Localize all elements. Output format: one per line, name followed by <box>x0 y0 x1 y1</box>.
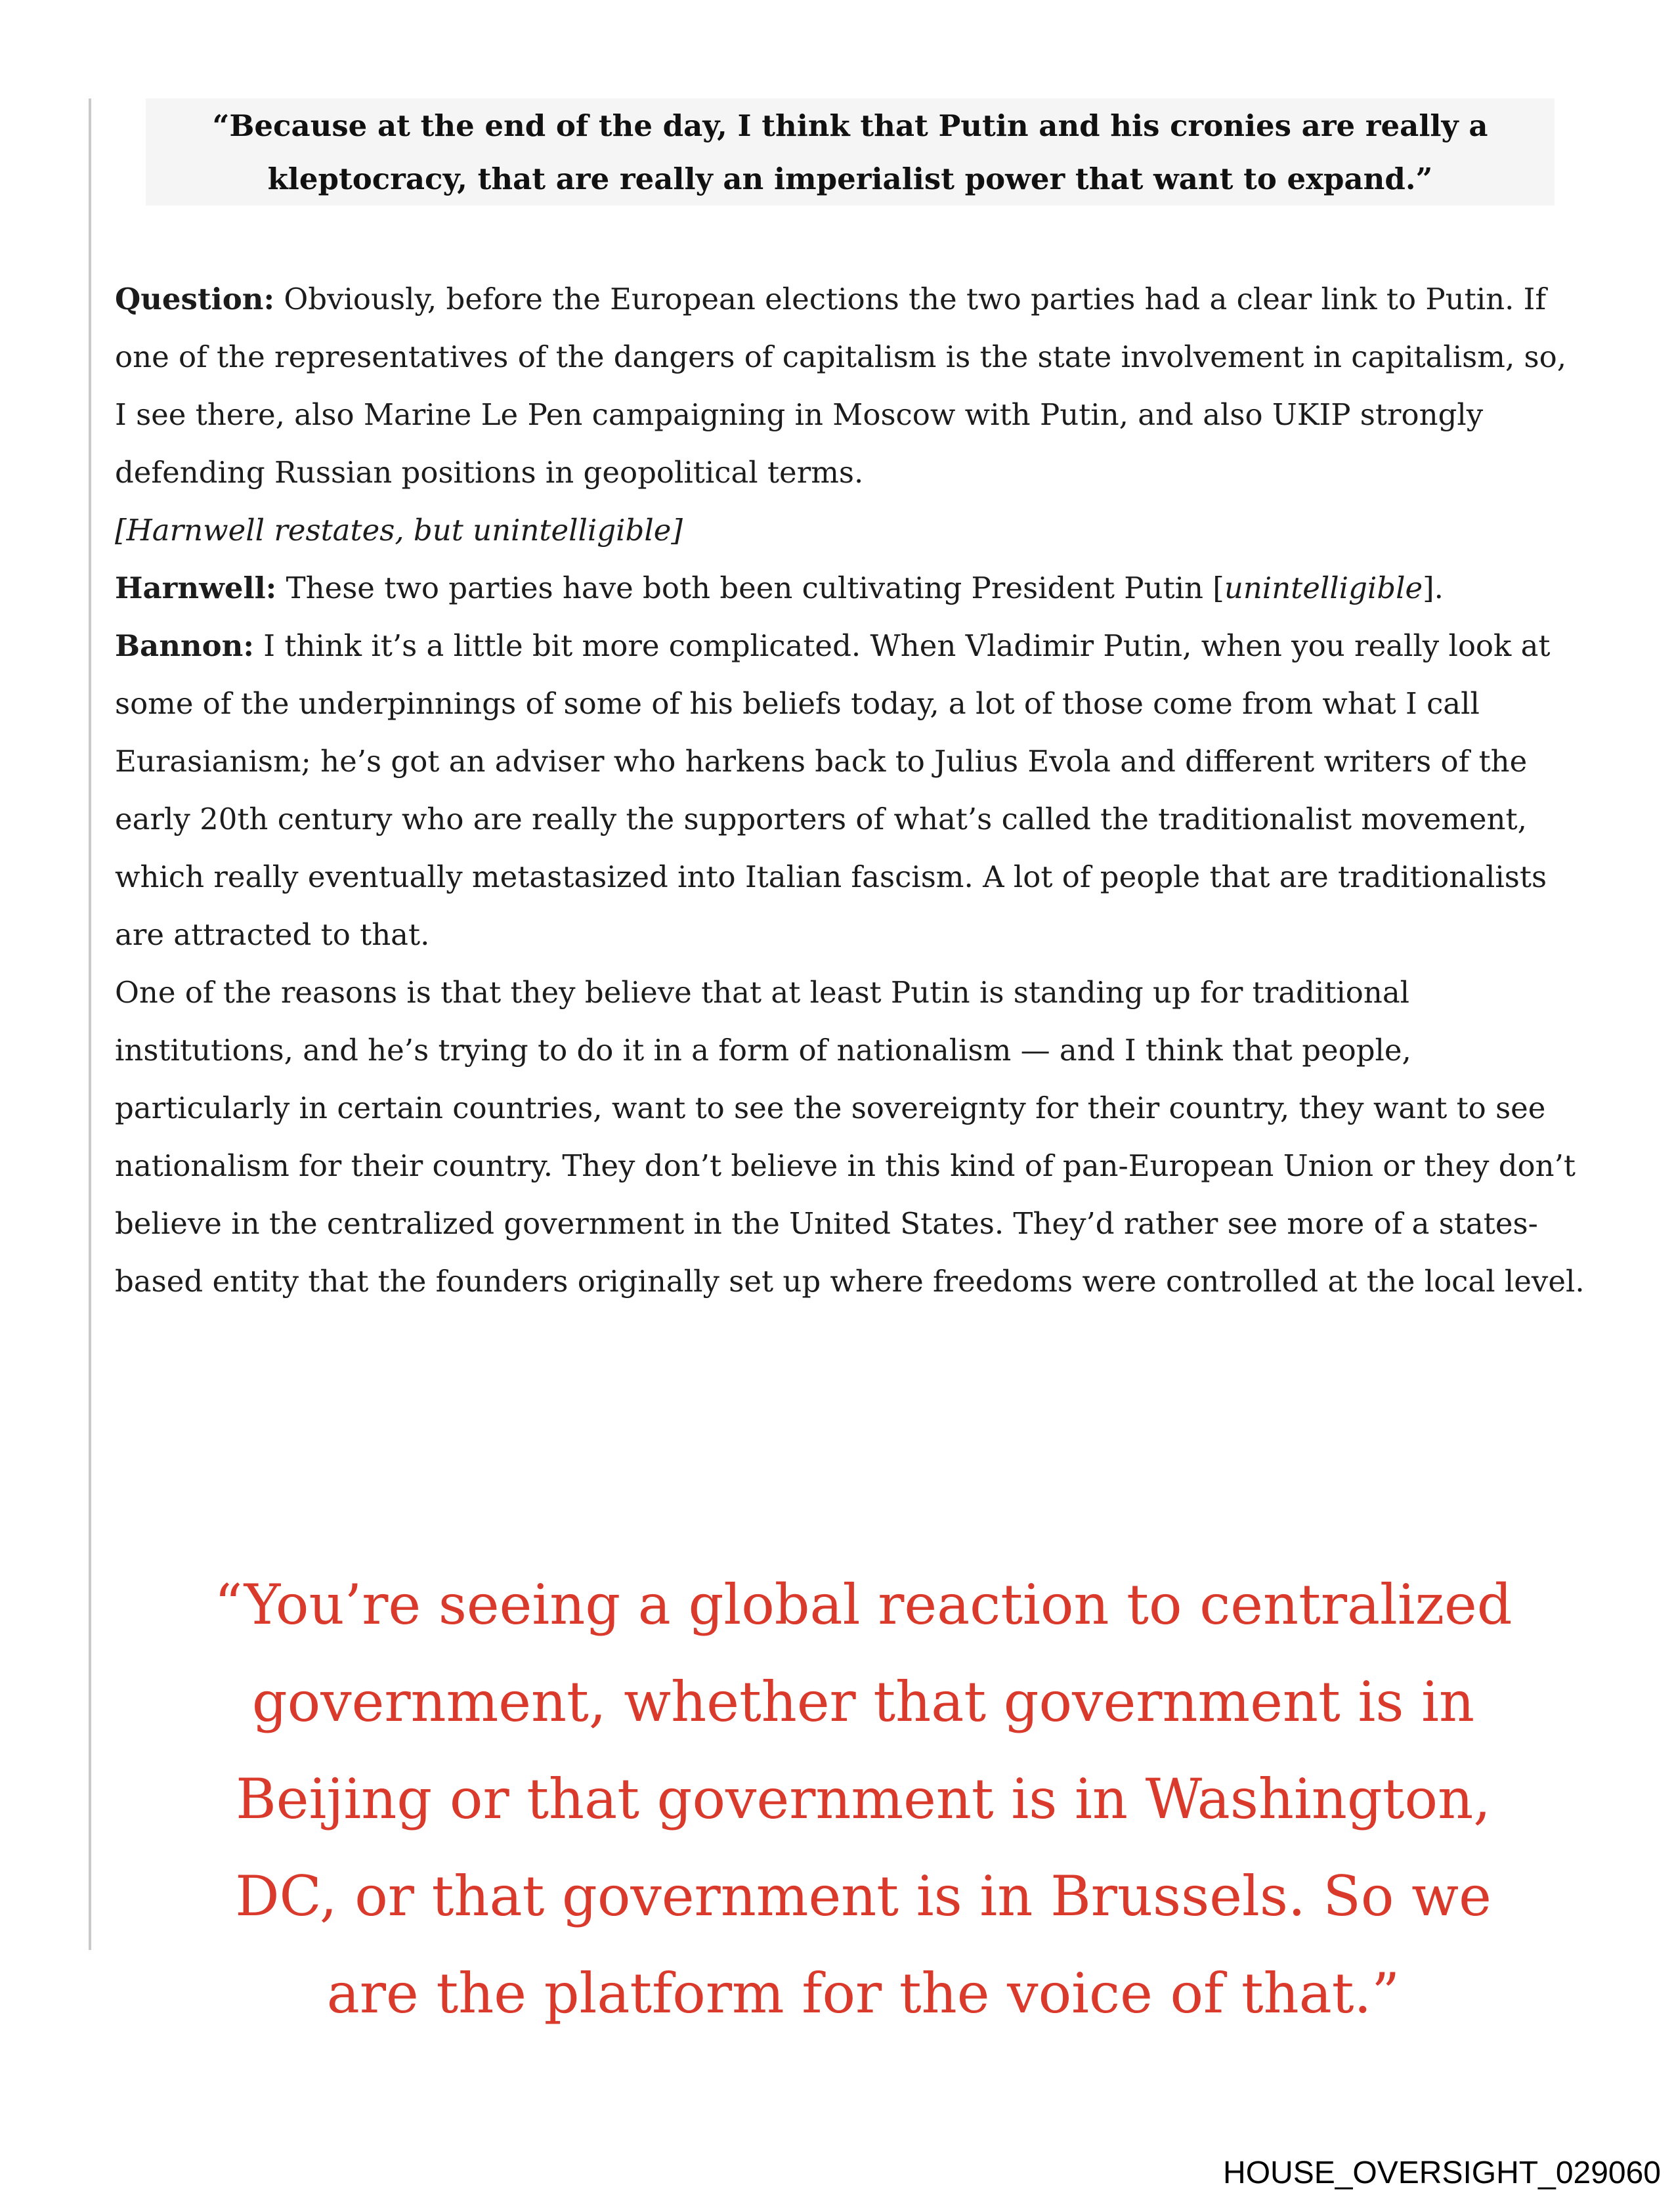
text-run: I think it’s a little bit more complicated. When Vladimir Putin, when you really look at some of the underpinnings of some of his beliefs today, a lot of those come from what I call Eurasianism; he’s got an adviser who harkens back to Julius Evola and different writers of the early 20th century who are really the supporters of what’s called the traditionalist movement, which really eventually metastasized into Italian fascism. A lot of people that are traditionalists are attracted to that. <box>115 628 1551 952</box>
text-run: Question: <box>115 282 275 316</box>
text-run: Obviously, before the European elections the two parties had a clear link to Putin. If one of the representatives of the dangers of capitalism is the state involvement in capitalism, so, I see there, also Marine Le Pen campaigning in Moscow with Putin, and also UKIP strongly defending Russian positions in geopolitical terms. <box>115 282 1567 490</box>
text-run: These two parties have both been cultivating President Putin [ <box>276 571 1224 605</box>
pull-quote-text: “You’re seeing a global reaction to centralized government, whether that government is in Beijing or that government is in Washington, DC, or that government is in Brussels. So we are the platform for the voice of that.” <box>214 1572 1513 2026</box>
bates-number: HOUSE_OVERSIGHT_029060 <box>1223 2156 1661 2190</box>
text-run: Bannon: <box>115 628 254 663</box>
header-quote-box <box>146 98 1555 206</box>
text-run: unintelligible <box>1224 571 1423 605</box>
transcript-paragraph <box>115 964 1585 1311</box>
text-run: One of the reasons is that they believe that at least Putin is standing up for traditional institutions, and he’s trying to do it in a form of nationalism — and I think that people, particularly in certain countries, want to see the sovereignty for their country, they want to see nationalism for their country. They don’t believe in this kind of pan-European Union or they don’t believe in the centralized government in the United States. They’d rather see more of a states-based entity that the founders originally set up where freedoms were controlled at the local level. <box>115 975 1585 1299</box>
transcript-body <box>115 271 1585 1311</box>
text-run: Harnwell: <box>115 571 277 605</box>
header-quote-text: “Because at the end of the day, I think that Putin and his cronies are really a kleptocracy, that are really an imperialist power that want to expand.” <box>212 108 1488 196</box>
transcript-paragraph <box>115 617 1585 964</box>
transcript-paragraph <box>115 271 1585 502</box>
text-run: ]. <box>1423 571 1444 605</box>
text-run: [Harnwell restates, but unintelligible] <box>115 513 683 548</box>
transcript-paragraph <box>115 502 1585 559</box>
transcript-paragraph <box>115 559 1585 617</box>
